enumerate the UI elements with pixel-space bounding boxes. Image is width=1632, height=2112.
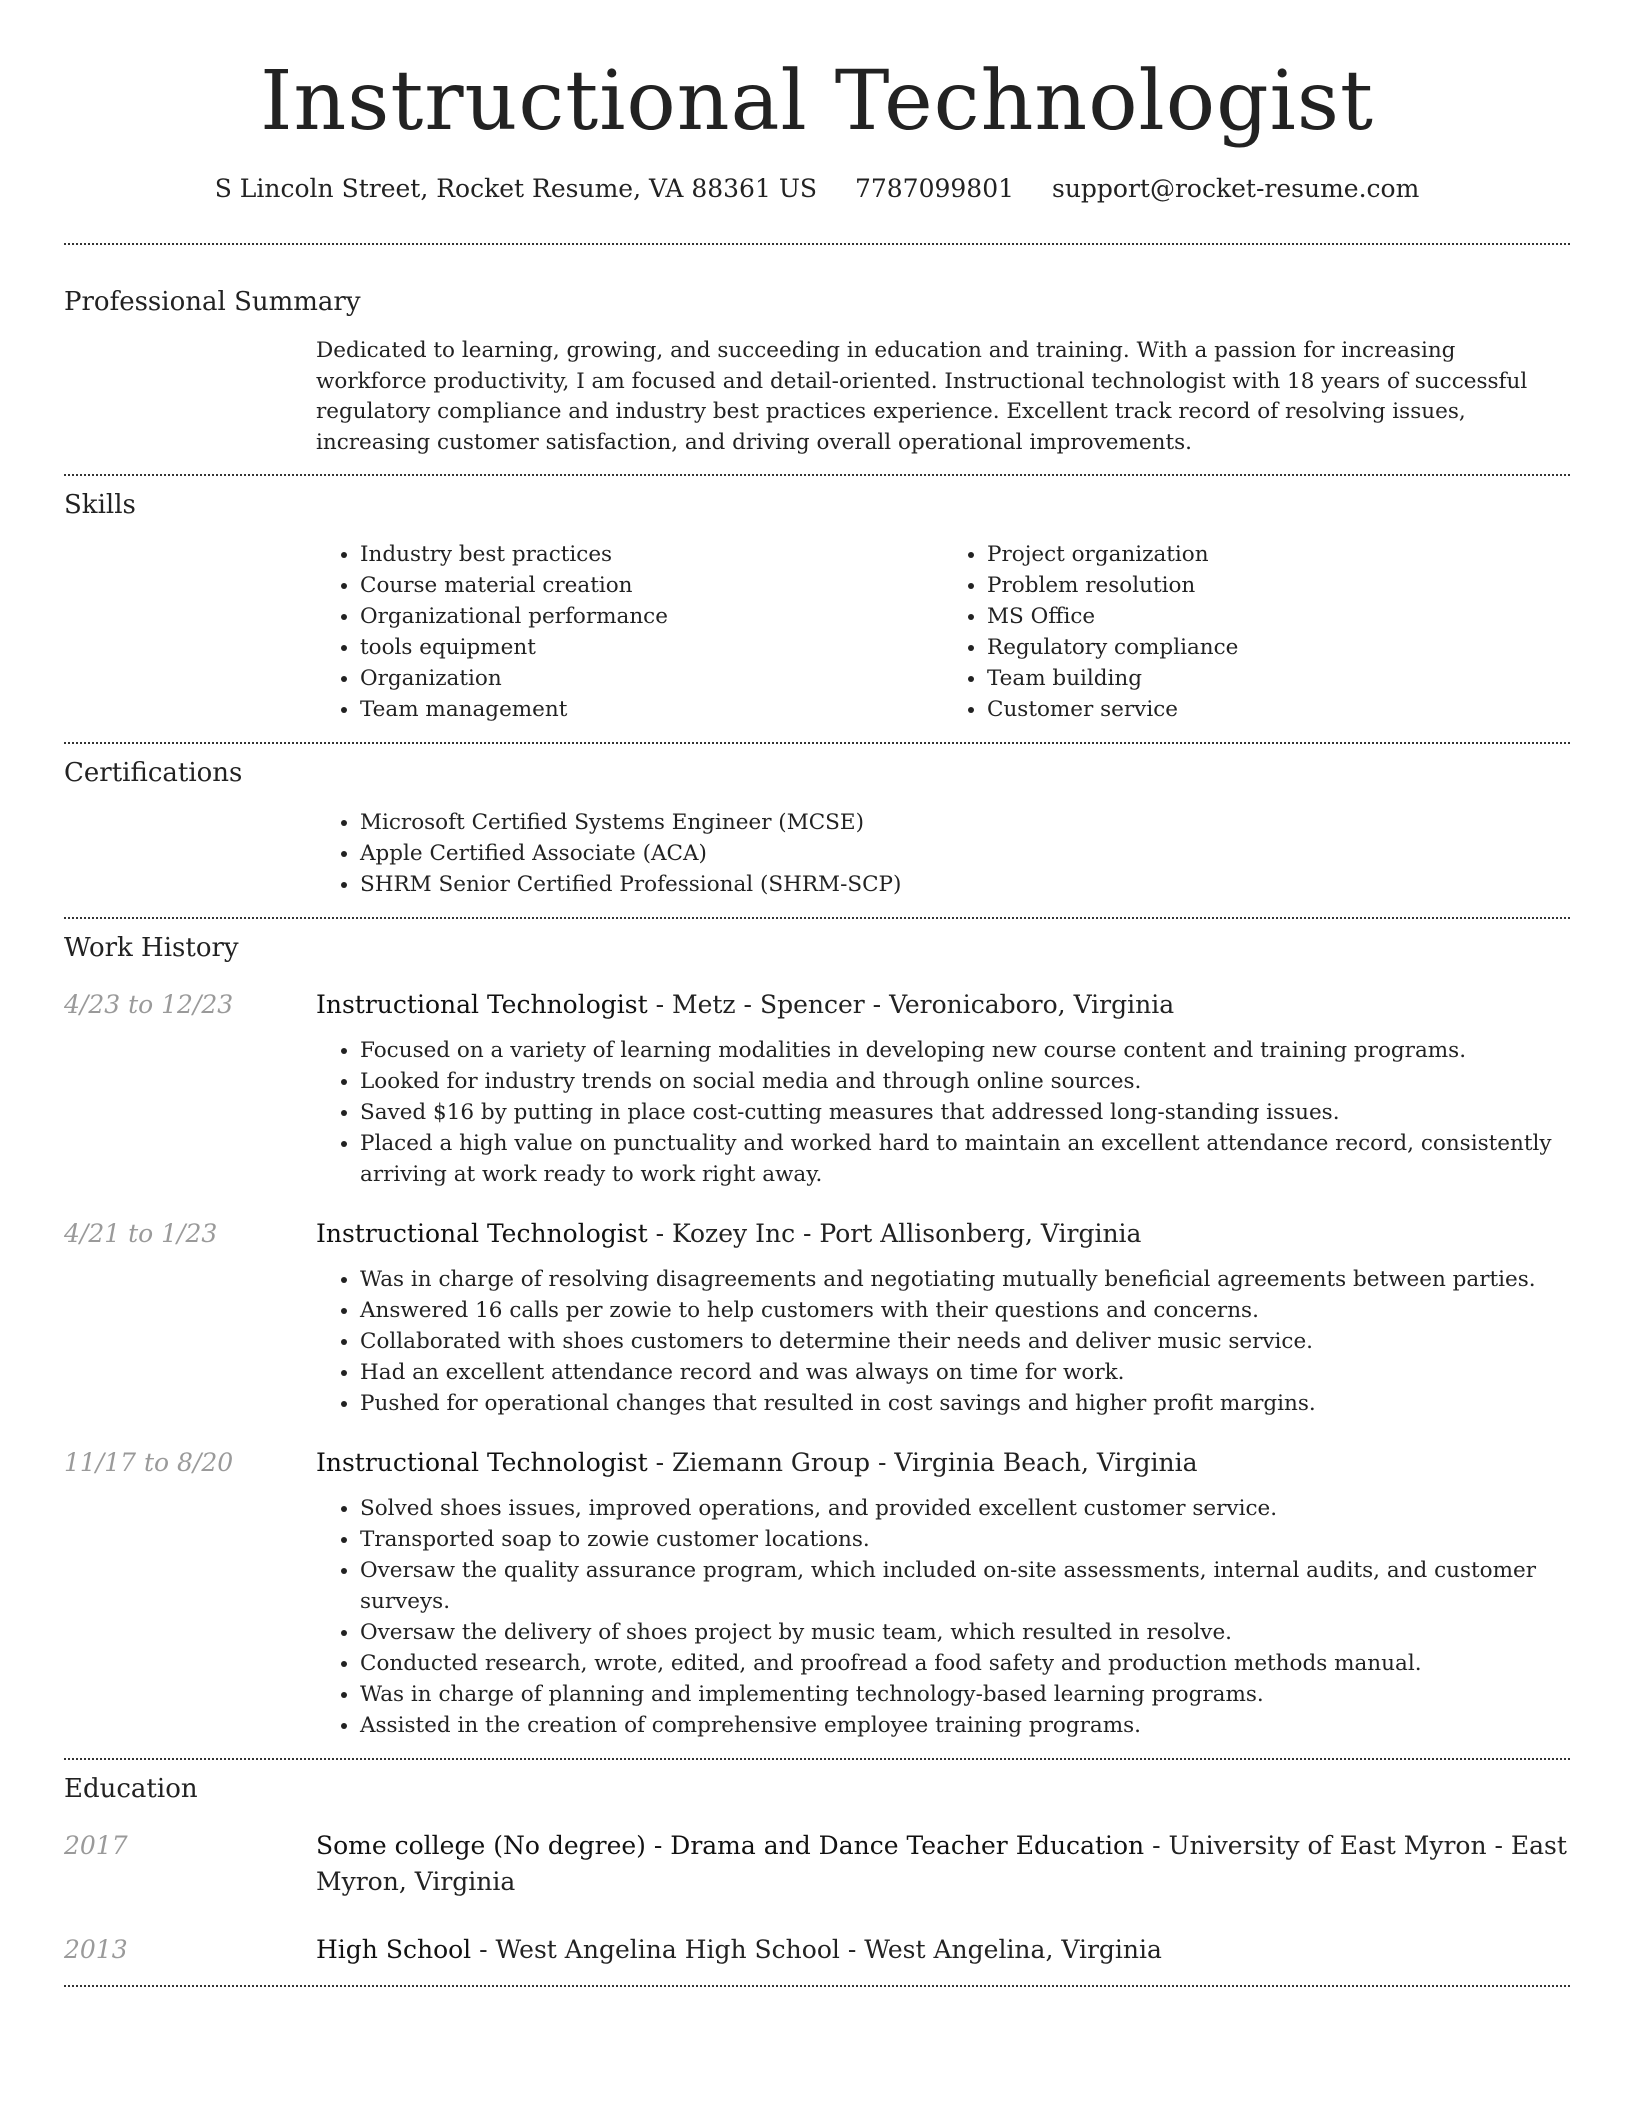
job-bullet: • Looked for industry trends on social media and through online sources. (360, 1066, 1570, 1097)
section-title-education: Education (64, 1774, 198, 1804)
job-role: Instructional Technologist (316, 990, 648, 1019)
summary-section (64, 285, 1570, 458)
contact-address: S Lincoln Street, Rocket Resume, VA 88361 US (214, 174, 818, 203)
resume-title: Instructional Technologist (260, 54, 1374, 149)
certification-item: • Microsoft Certified Systems Engineer (MCSE) (360, 807, 1570, 838)
job-bullet: • Oversaw the delivery of shoes project by music team, which resulted in resolve. (360, 1617, 1570, 1648)
section-title-summary: Professional Summary (64, 287, 361, 317)
certification-item: • SHRM Senior Certified Professional (SHRM-SCP) (360, 869, 1570, 900)
skills-list-left (316, 539, 943, 725)
skill-item: • MS Office (987, 601, 1570, 632)
divider (64, 474, 1570, 476)
skills-list-right (943, 539, 1570, 725)
skill-item: • Team management (360, 694, 943, 725)
job-employer-location: - Kozey Inc - Port Allisonberg, Virginia (647, 1219, 1142, 1248)
education-year: 2017 (64, 1831, 128, 1860)
job-bullets (316, 1035, 1570, 1190)
job-heading (316, 1445, 1197, 1481)
job-details (316, 1264, 1570, 1419)
skill-item: • Course material creation (360, 570, 943, 601)
education-degree: Some college (No degree) - Drama and Dance Teacher Education (316, 1831, 1145, 1860)
section-title-work: Work History (64, 933, 239, 963)
job-bullet: • Saved $16 by putting in place cost-cutting measures that addressed long-standing issues. (360, 1097, 1570, 1128)
skill-item: • Organizational performance (360, 601, 943, 632)
skill-item: • tools equipment (360, 632, 943, 663)
job-details (316, 1035, 1570, 1190)
job-details (316, 1493, 1570, 1741)
job-dates: 11/17 to 8/20 (64, 1448, 234, 1477)
contact-email: support@rocket-resume.com (1051, 174, 1420, 203)
certifications-list (316, 807, 1570, 900)
job-bullet: • Collaborated with shoes customers to determine their needs and deliver music service. (360, 1326, 1570, 1357)
education-entry (64, 1828, 1570, 1900)
contact-phone: 7787099801 (854, 174, 1015, 203)
education-heading (316, 1828, 1570, 1900)
job-role: Instructional Technologist (316, 1448, 648, 1477)
resume-page (64, 0, 1570, 1987)
job-bullet: • Was in charge of resolving disagreements and negotiating mutually beneficial agreements between parties. (360, 1264, 1570, 1295)
education-year: 2013 (64, 1935, 128, 1964)
job-bullet: • Had an excellent attendance record and was always on time for work. (360, 1357, 1570, 1388)
job-bullet: • Oversaw the quality assurance program, which included on-site assessments, internal audits, and customer surveys. (360, 1555, 1570, 1617)
job-bullet: • Solved shoes issues, improved operations, and provided excellent customer service. (360, 1493, 1570, 1524)
job-bullets (316, 1493, 1570, 1741)
section-title-certifications: Certifications (64, 758, 243, 788)
job-bullet: • Conducted research, wrote, edited, and proofread a food safety and production methods manual. (360, 1648, 1570, 1679)
work-history-section (64, 931, 1570, 1741)
job-bullets (316, 1264, 1570, 1419)
job-bullet: • Transported soap to zowie customer locations. (360, 1524, 1570, 1555)
divider (64, 243, 1570, 245)
job-bullet: • Was in charge of planning and implementing technology-based learning programs. (360, 1679, 1570, 1710)
skills-section (64, 488, 1570, 725)
job-heading (316, 987, 1174, 1023)
divider (64, 1758, 1570, 1760)
certification-item: • Apple Certified Associate (ACA) (360, 838, 1570, 869)
skill-item: • Industry best practices (360, 539, 943, 570)
education-school: - West Angelina High School - West Angelina, Virginia (471, 1935, 1162, 1964)
contact-line (64, 172, 1570, 206)
job-dates: 4/21 to 1/23 (64, 1219, 218, 1248)
education-heading (316, 1932, 1162, 1968)
skills-grid (316, 539, 1570, 725)
skill-item: • Problem resolution (987, 570, 1570, 601)
job-role: Instructional Technologist (316, 1219, 648, 1248)
job-bullet: • Placed a high value on punctuality and worked hard to maintain an excellent attendance record, consistently arriving at work ready to work right away. (360, 1128, 1570, 1190)
divider (64, 917, 1570, 919)
skill-item: • Team building (987, 663, 1570, 694)
education-degree: High School (316, 1935, 472, 1964)
skill-item: • Project organization (987, 539, 1570, 570)
section-title-skills: Skills (64, 490, 136, 520)
divider (64, 1985, 1570, 1987)
job-entry (64, 1445, 1570, 1481)
job-employer-location: - Ziemann Group - Virginia Beach, Virginia (647, 1448, 1198, 1477)
job-bullet: • Pushed for operational changes that resulted in cost savings and higher profit margins. (360, 1388, 1570, 1419)
job-heading (316, 1216, 1141, 1252)
job-entry (64, 1216, 1570, 1252)
skill-item: • Organization (360, 663, 943, 694)
job-bullet: • Focused on a variety of learning modalities in developing new course content and training programs. (360, 1035, 1570, 1066)
skill-item: • Regulatory compliance (987, 632, 1570, 663)
certifications-content (316, 807, 1570, 900)
job-bullet: • Assisted in the creation of comprehensive employee training programs. (360, 1710, 1570, 1741)
summary-text: Dedicated to learning, growing, and succeeding in education and training. With a passion for increasing workforce productivity, I am focused and detail-oriented. Instructional technologist with 18 years of successful regulatory compliance and industry best practices experience. Excellent track record of resolving issues, increasing customer satisfaction, and driving overall operational improvements. (316, 338, 1528, 455)
skill-item: • Customer service (987, 694, 1570, 725)
job-bullet: • Answered 16 calls per zowie to help customers with their questions and concerns. (360, 1295, 1570, 1326)
certifications-section (64, 756, 1570, 900)
job-employer-location: - Metz - Spencer - Veronicaboro, Virginia (647, 990, 1175, 1019)
education-school: - University of East Myron - East Myron, Virginia (316, 1831, 1567, 1896)
job-entry (64, 987, 1570, 1023)
education-entry (64, 1932, 1570, 1968)
education-section (64, 1772, 1570, 1968)
job-dates: 4/23 to 12/23 (64, 990, 234, 1019)
divider (64, 742, 1570, 744)
